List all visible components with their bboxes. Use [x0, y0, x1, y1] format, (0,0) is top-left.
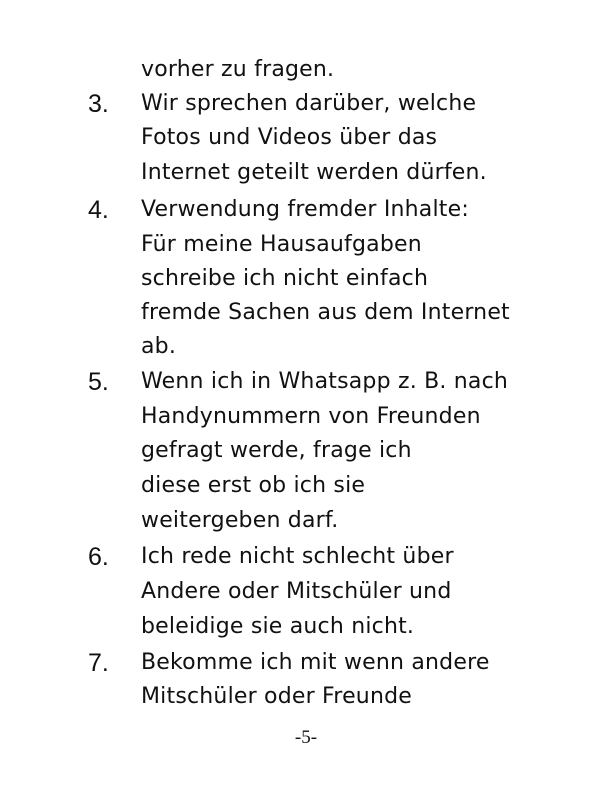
list-item-text-line: Ich rede nicht schlecht über	[141, 544, 454, 569]
list-item-text-line: beleidige sie auch nicht.	[141, 614, 415, 639]
list-item-number: 3.	[88, 90, 109, 118]
list-item-text-line: fremde Sachen aus dem Internet	[141, 300, 510, 325]
list-item-number: 7.	[88, 649, 109, 677]
list-item-text-line: diese erst ob ich sie	[141, 473, 366, 498]
page-number: -5-	[294, 727, 318, 748]
list-item-text-line: ab.	[141, 334, 177, 359]
list-item-text-line: Handynummern von Freunden	[141, 404, 481, 429]
list-item-text-line: Wir sprechen darüber, welche	[141, 91, 477, 116]
list-item-text-line: Wenn ich in Whatsapp z. B. nach	[141, 369, 509, 394]
list-item-text-line: schreibe ich nicht einfach	[141, 266, 429, 291]
list-item-text-line: Internet geteilt werden dürfen.	[141, 160, 487, 185]
list-item-text-line: weitergeben darf.	[141, 508, 339, 533]
list-item-number: 6.	[88, 543, 109, 571]
list-item-text-line: Andere oder Mitschüler und	[141, 579, 452, 604]
list-item-text-line: Verwendung fremder Inhalte:	[141, 197, 469, 222]
list-item-text-line: Für meine Hausaufgaben	[141, 232, 422, 257]
list-item-number: 5.	[88, 368, 109, 396]
list-item-text-line: Bekomme ich mit wenn andere	[141, 650, 490, 675]
list-item-text-line: gefragt werde, frage ich	[141, 438, 412, 463]
list-item-text-line: vorher zu fragen.	[141, 57, 335, 82]
list-item-text-line: Mitschüler oder Freunde	[141, 684, 412, 709]
list-item-number: 4.	[88, 196, 109, 224]
list-item-text-line: Fotos und Videos über das	[141, 125, 438, 150]
